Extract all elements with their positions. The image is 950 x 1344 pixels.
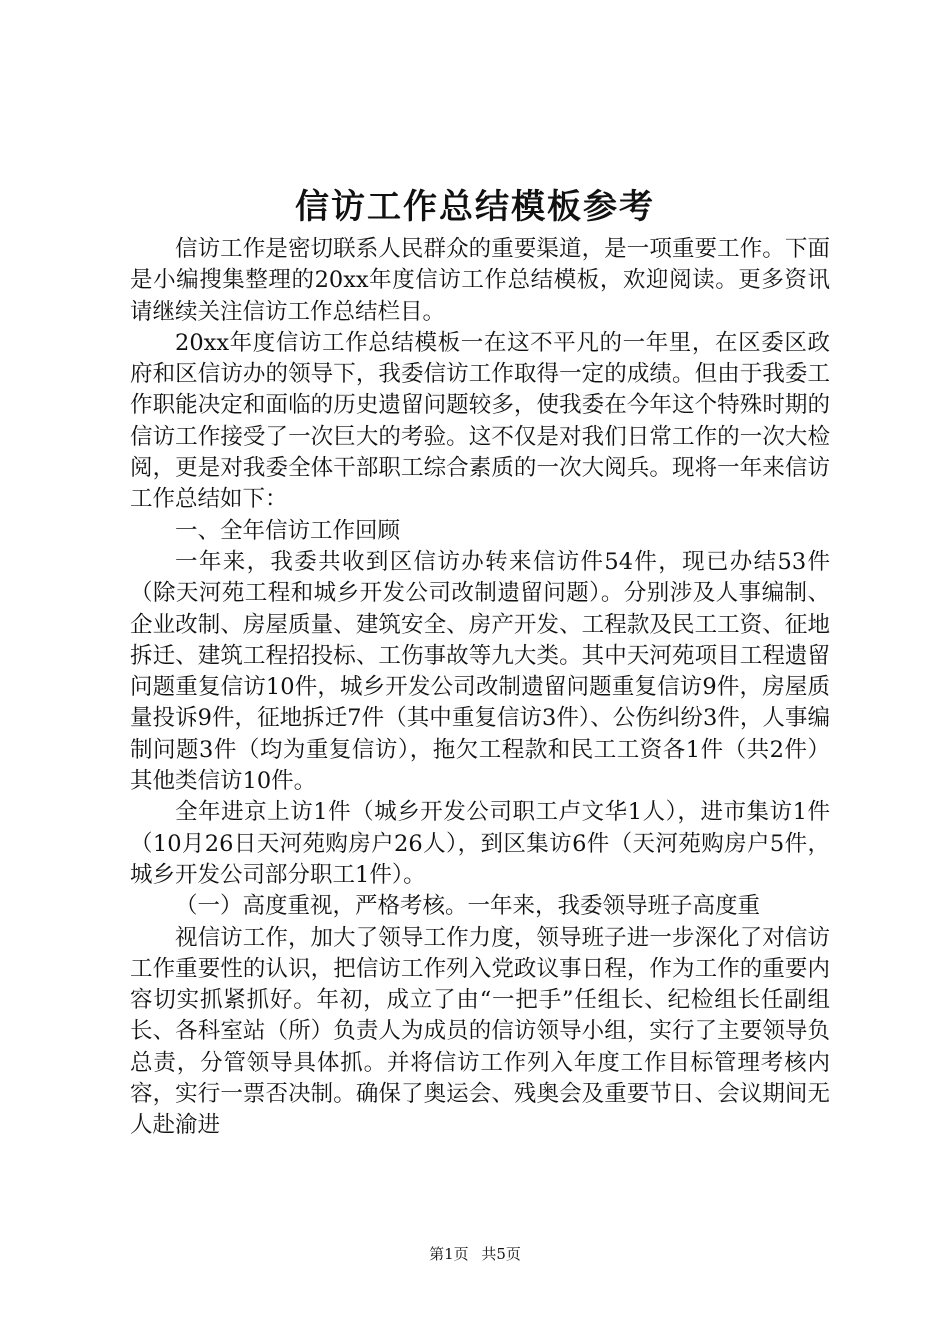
paragraph-overview: 20xx年度信访工作总结模板一在这不平凡的一年里，在区委区政府和区信访办的领导下，我委信访工作取得一定的成绩。但由于我委工作职能决定和面临的历史遗留问题较多，使我委在今年这个特殊时期的信访工作接受了一次巨大的考验。这不仅是对我们日常工作的一次大检阅，更是对我委全体干部职工综合素质的一次大阅兵。现将一年来信访工作总结如下： [130,329,830,513]
paragraph-measures: 视信访工作，加大了领导工作力度，领导班子进一步深化了对信访工作重要性的认识，把信访工作列入党政议事日程，作为工作的重要内容切实抓紧抓好。年初，成立了由“一把手”任组长、纪检组长任副组长、各科室站（所）负责人为成员的信访领导小组，实行了主要领导负总责，分管领导具体抓。并将信访工作列入年度工作目标管理考核内容，实行一票否决制。确保了奥运会、残奥会及重要节日、会议期间无人赴渝进 [130,924,830,1139]
paragraph-visits: 全年进京上访1件（城乡开发公司职工卢文华1人），进市集访1件（10月26日天河苑购房户26人），到区集访6件（天河苑购房户5件，城乡开发公司部分职工1件）。 [130,799,830,888]
page-number: 第1页 [429,1245,469,1263]
page-footer [0,1244,950,1264]
subsection-heading: （一）高度重视，严格考核。一年来，我委领导班子高度重 [175,893,761,920]
page-title: 信访工作总结模板参考 [295,187,655,227]
document-body [130,234,830,1142]
section-heading: 一、全年信访工作回顾 [175,517,401,544]
paragraph-statistics: 一年来，我委共收到区信访办转来信访件54件，现已办结53件（除天河苑工程和城乡开发公司改制遗留问题）。分别涉及人事编制、企业改制、房屋质量、建筑安全、房产开发、工程款及民工工资、征地拆迁、建筑工程招投标、工伤事故等九大类。其中天河苑项目工程遗留问题重复信访10件，城乡开发公司改制遗留问题重复信访9件，房屋质量投诉9件，征地拆迁7件（其中重复信访3件）、公伤纠纷3件，人事编制问题3件（均为重复信访），拖欠工程款和民工工资各1件（共2件）其他类信访10件。 [130,548,830,795]
page-total: 共5页 [481,1245,521,1263]
paragraph-intro: 信访工作是密切联系人民群众的重要渠道，是一项重要工作。下面是小编搜集整理的20xx年度信访工作总结模板，欢迎阅读。更多资讯请继续关注信访工作总结栏目。 [130,236,830,325]
